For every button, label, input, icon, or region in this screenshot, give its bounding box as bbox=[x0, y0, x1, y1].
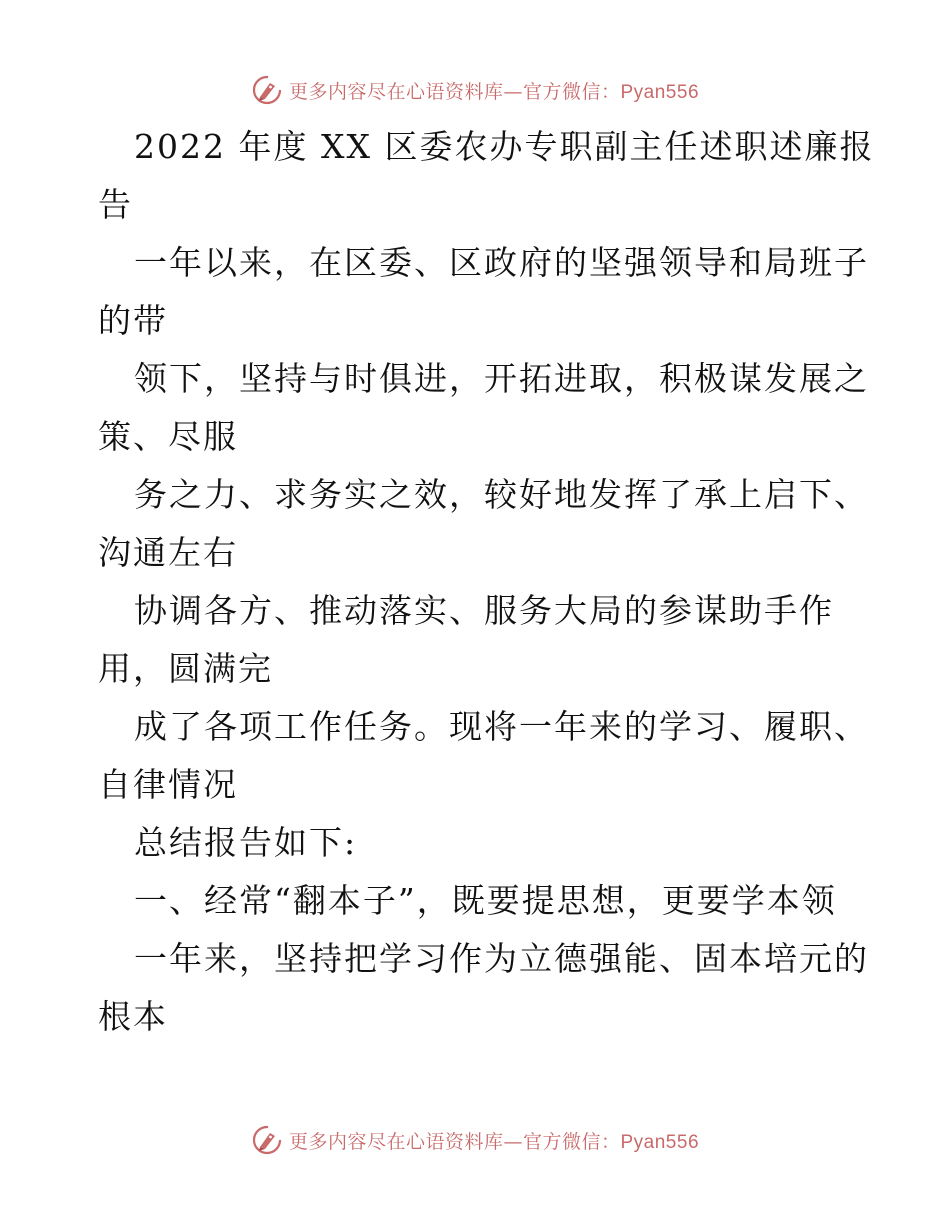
watermark-text: 更多内容尽在心语资料库—官方微信：Pyan556 bbox=[288, 1130, 700, 1153]
text-line: 总结报告如下: bbox=[134, 823, 358, 862]
header-watermark bbox=[0, 70, 950, 110]
text-line: 一年以来，在区委、区政府的坚强领导和局班子 bbox=[134, 243, 869, 282]
wechat-id: Pyan556 bbox=[620, 81, 700, 103]
text-line: 沟通左右 bbox=[98, 533, 238, 572]
text-line: 一年来，坚持把学习作为立德强能、固本培元的 bbox=[134, 939, 869, 978]
watermark-text: 更多内容尽在心语资料库—官方微信：Pyan556 bbox=[288, 80, 700, 103]
text-line: 告 bbox=[98, 185, 133, 224]
text-line: 2022 年度 XX 区委农办专职副主任述职述廉报 bbox=[134, 127, 875, 166]
text-line: 成了各项工作任务。现将一年来的学习、履职、 bbox=[134, 707, 869, 746]
text-line: 自律情况 bbox=[98, 765, 238, 804]
document-body bbox=[98, 118, 875, 1046]
text-line: 领下，坚持与时俱进，开拓进取，积极谋发展之 bbox=[134, 359, 869, 398]
text-line: 务之力、求务实之效，较好地发挥了承上启下、 bbox=[134, 475, 869, 514]
text-line: 的带 bbox=[98, 301, 168, 340]
pen-nib-logo-icon bbox=[251, 1124, 283, 1156]
text-line: 根本 bbox=[98, 997, 168, 1036]
footer-watermark bbox=[0, 1120, 950, 1160]
pen-nib-logo-icon bbox=[251, 74, 283, 106]
wechat-id: Pyan556 bbox=[620, 1131, 700, 1153]
text-line: 一、经常“翻本子”，既要提思想，更要学本领 bbox=[134, 881, 837, 920]
text-line: 协调各方、推动落实、服务大局的参谋助手作 bbox=[134, 591, 834, 630]
text-line: 用，圆满完 bbox=[98, 649, 273, 688]
text-line: 策、尽服 bbox=[98, 417, 238, 456]
